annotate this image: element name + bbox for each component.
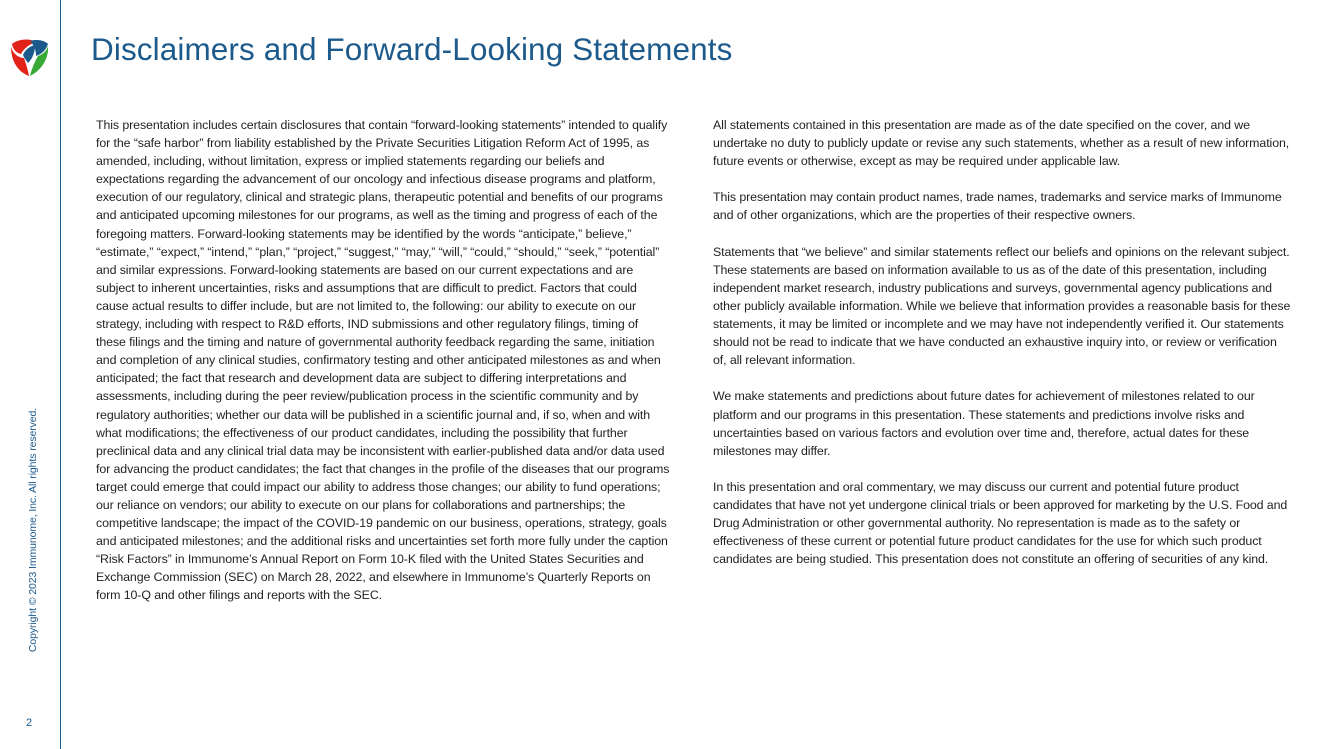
sidebar-divider [60,0,61,749]
milestones-paragraph: We make statements and predictions about future dates for achievement of milestones related to our platform and our programs in this presentation. These statements and predictions involve risks and uncertainties based on various factors and evolution over time and, therefore, actual dates for these milestones may differ. [713,389,1255,458]
immunome-logo-icon [8,36,50,78]
left-column [96,116,671,623]
trademarks-paragraph: This presentation may contain product names, trade names, trademarks and service marks of Immunome and of other organizations, which are the properties of their respective owners. [713,190,1282,223]
copyright-notice: Copyright © 2023 Immunome, Inc. All rights reserved. [27,407,39,653]
page-number: 2 [26,717,33,729]
right-column [713,116,1293,586]
page-title: Disclaimers and Forward-Looking Statements [91,31,733,67]
statements-as-of-paragraph: All statements contained in this presentation are made as of the date specified on the cover, and we undertake no duty to publicly update or revise any such statements, whether as a result of new information, future events or otherwise, except as may be required under applicable law. [713,118,1290,169]
forward-looking-paragraph: This presentation includes certain disclosures that contain “forward-looking statements” intended to qualify for the “safe harbor” from liability established by the Private Securities Litigation Reform Act of 1995, as amended, including, without limitation, express or implied statements regarding our beliefs and expectations regarding the advancement of our oncology and infectious disease programs and platform, execution of our regulatory, clinical and strategic plans, therapeutic potential and benefits of our programs and anticipated upcoming milestones for our programs, as well as the timing and progress of each of the foregoing matters. Forward-looking statements may be identified by the words “anticipate,” believe,” “estimate,” “expect,” “intend,” “plan,” “project,” “suggest,” “may,” “will,” “could,” “should,” “seek,” “potential” and similar expressions. Forward-looking statements are based on our current expectations and are subject to inherent uncertainties, risks and assumptions that are difficult to predict. Factors that could cause actual results to differ include, but are not limited to, the following: our ability to execute on our strategy, including with respect to R&D efforts, IND submissions and other regulatory filings, timing of these filings and the timing and nature of governmental authority feedback regarding the same, initiation and completion of any clinical studies, confirmatory testing and other anticipated milestones as and when anticipated; the fact that research and development data are subject to differing interpretations and assessments, including during the peer review/publication process in the scientific community and by regulatory authorities; whether our data will be published in a scientific journal and, if so, when and with what modifications; the effectiveness of our product candidates, including the possibility that further preclinical data and any clinical trial data may be inconsistent with earlier-published data and/or data used for advancing the product candidates; the fact that changes in the profile of the diseases that our programs target could emerge that could impact our ability to address those changes; our ability to fund operations; our reliance on vendors; our ability to execute on our plans for collaborations and partnerships; the competitive landscape; the impact of the COVID-19 pandemic on our business, operations, strategy, goals and anticipated milestones; and the additional risks and uncertainties set forth more fully under the caption “Risk Factors” in Immunome’s Annual Report on Form 10-K filed with the United States Securities and Exchange Commission (SEC) on March 28, 2022, and elsewhere in Immunome’s Quarterly Reports on form 10-Q and other filings and reports with the SEC. [96,118,670,603]
product-candidates-paragraph: In this presentation and oral commentary, we may discuss our current and potential future product candidates that have not yet undergone clinical trials or been approved for marketing by the U.S. Food and Drug Administration or other governmental authority. No representation is made as to the safety or effectiveness of these current or potential future product candidates for the use for which such product candidates are being studied. This presentation does not constitute an offering of securities of any kind. [713,479,1288,567]
beliefs-paragraph: Statements that “we believe” and similar statements reflect our beliefs and opinions on the relevant subject. These statements are based on information available to us as of the date of this presentation, including independent market research, industry publications and surveys, governmental agency publications and other publicly available information. While we believe that information provides a reasonable basis for these statements, it may be limited or incomplete and we may have not independently verified it. Our statements should not be read to indicate that we have conducted an exhaustive inquiry into, or review or verification of, all relevant information. [713,244,1291,368]
